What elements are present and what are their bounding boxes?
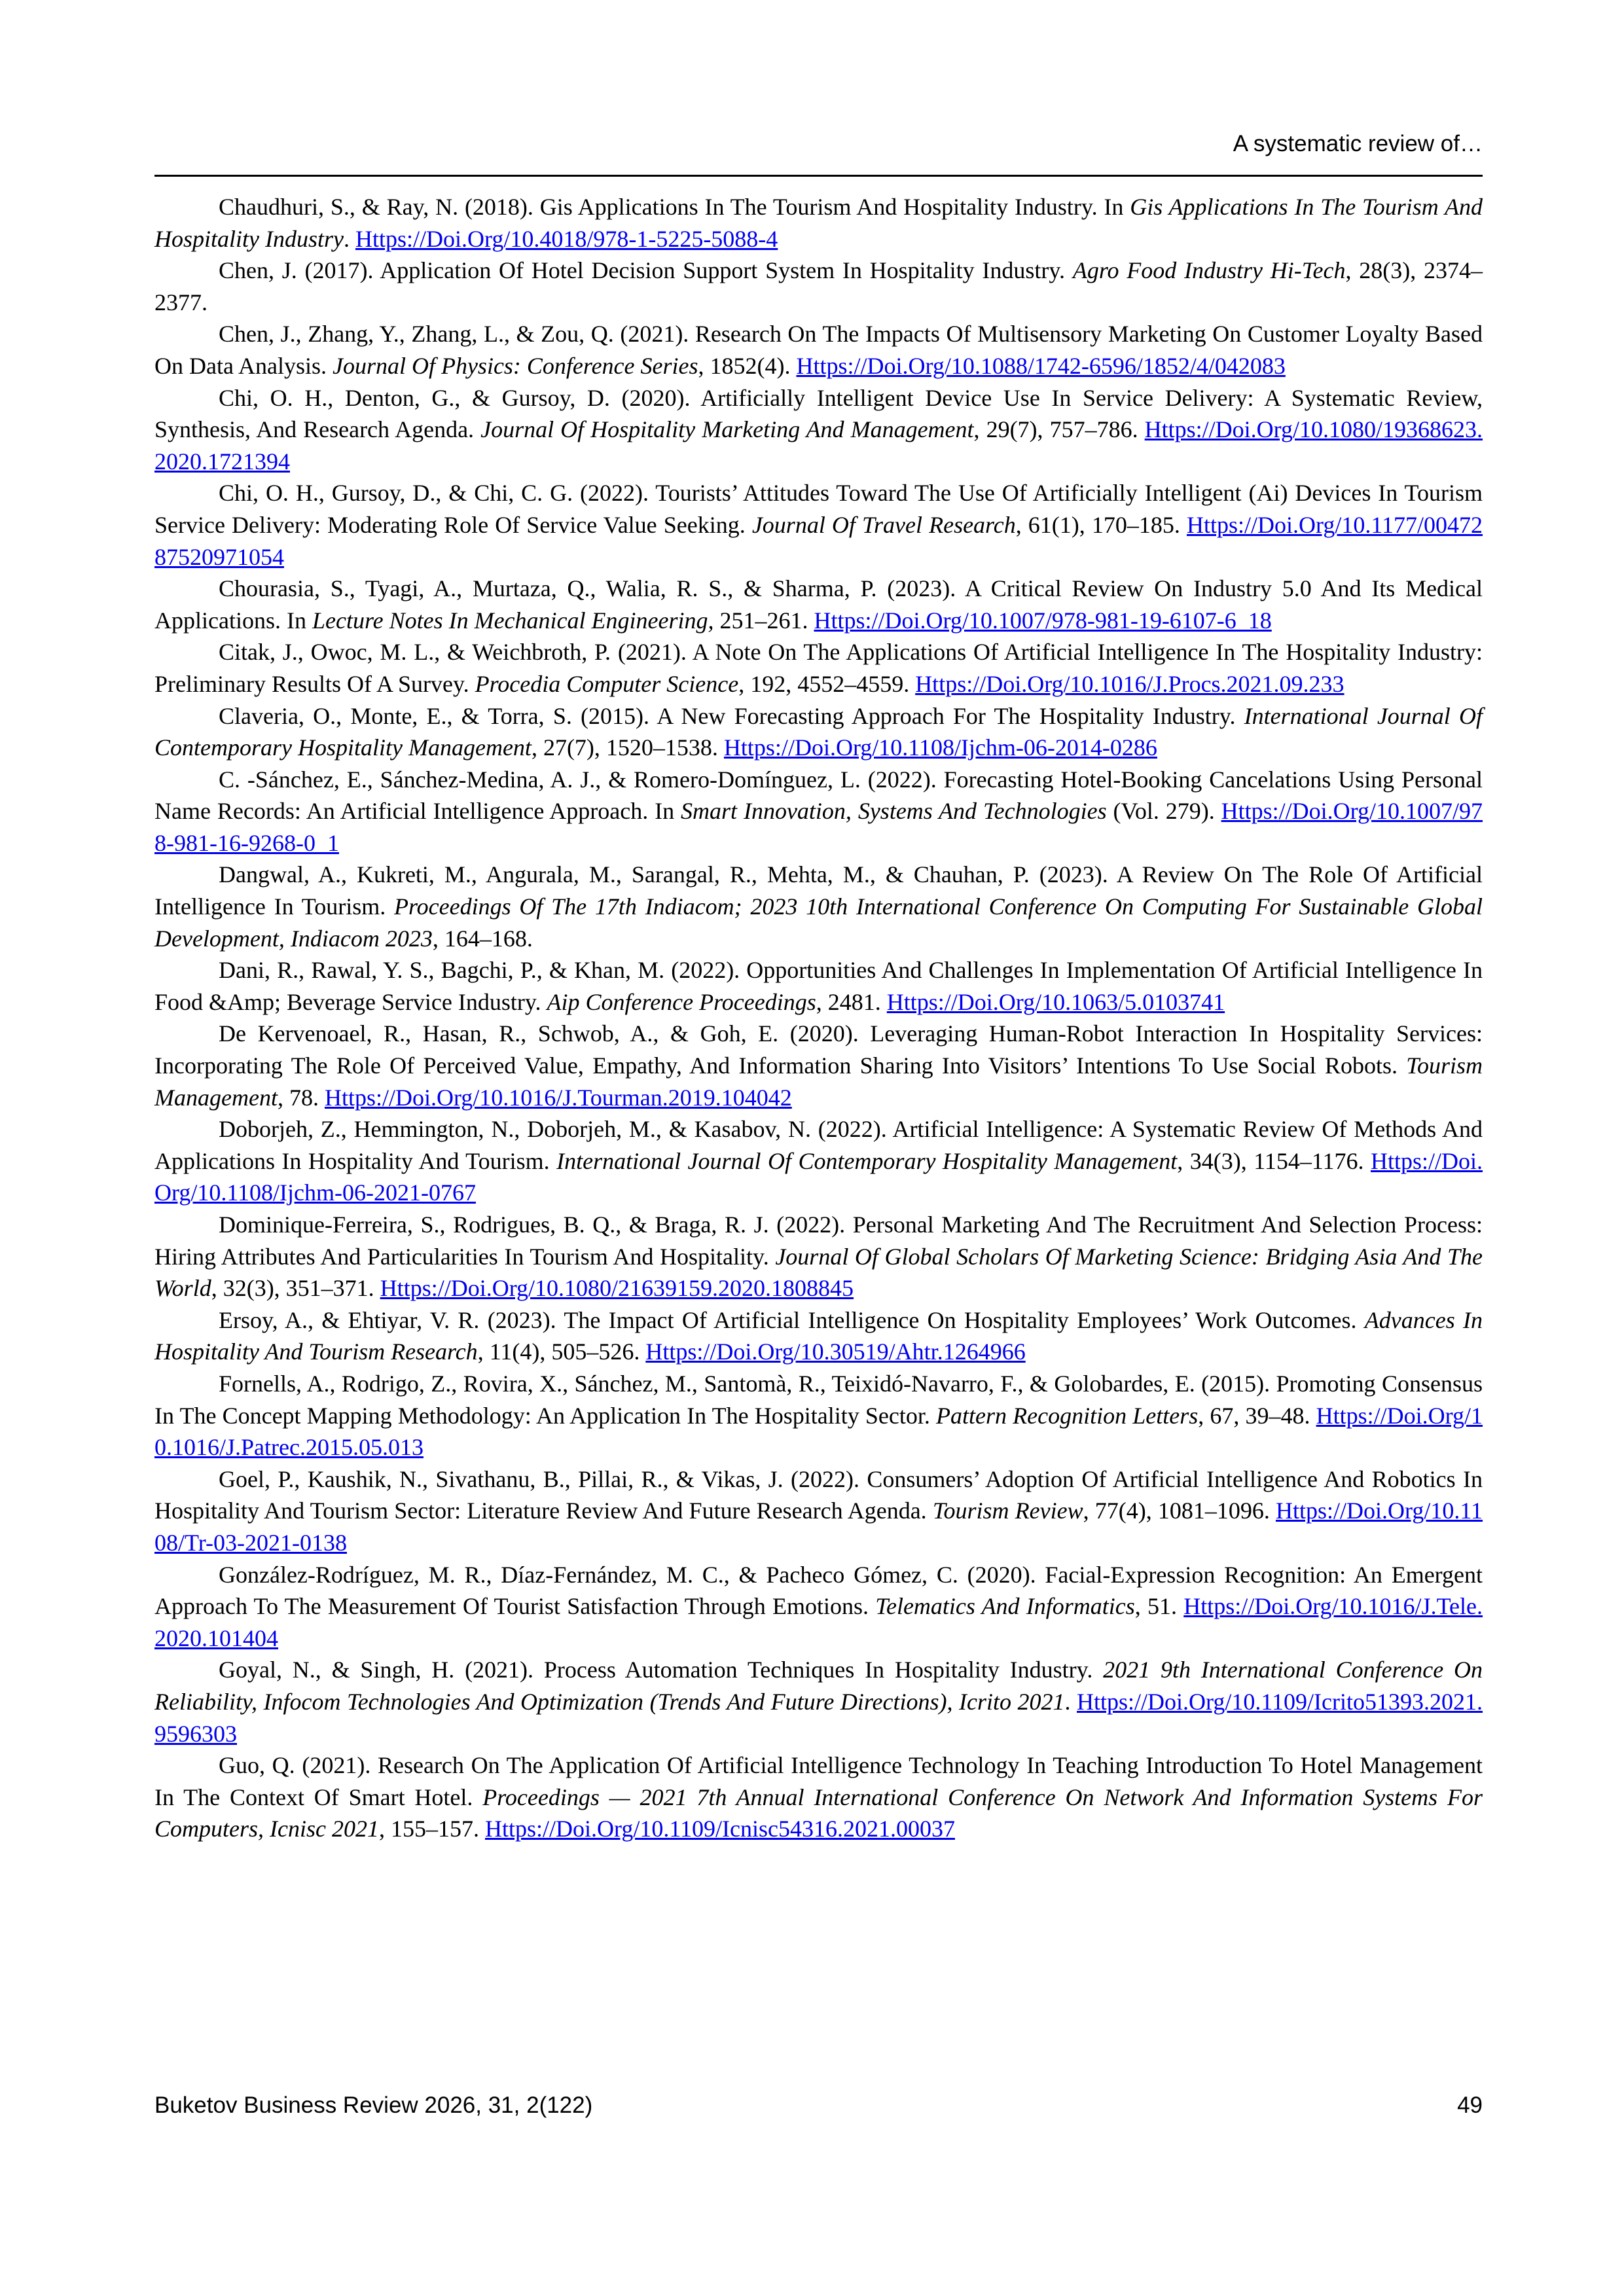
reference-text: Guo, Q. (2021). Research On The Application Of Artificial Intelligence Technology In Teaching Introduction To Hotel Management In The Context Of Smart Hotel. [154,1752,1483,1810]
reference-doi-link[interactable]: Https://Doi.Org/10.1007/978-981-19-6107-6_18 [814,607,1272,634]
reference-item [154,1463,1483,1559]
reference-details: , 155–157. [378,1816,485,1842]
reference-item [154,1749,1483,1845]
reference-doi-link[interactable]: Https://Doi.Org/10.30519/Ahtr.1264966 [645,1338,1026,1365]
reference-source: Tourism Review [932,1498,1083,1524]
running-head: A systematic review of… [1233,131,1483,156]
reference-item [154,573,1483,636]
reference-text: Citak, J., Owoc, M. L., & Weichbroth, P. (2021). A Note On The Applications Of Artificial Intelligence In The Hospitality Industry: Preliminary Results Of A Survey. [154,639,1483,697]
reference-details: , 77(4), 1081–1096. [1083,1498,1276,1524]
reference-source: Tourism Management [154,1052,1483,1111]
reference-source: Proceedings — 2021 7th Annual International Conference On Network And Information Systems For Computers, Icnisc 2021 [154,1784,1483,1842]
reference-text: Goel, P., Kaushik, N., Sivathanu, B., Pillai, R., & Vikas, J. (2022). Consumers’ Adoption Of Artificial Intelligence And Robotics In Hospitality And Tourism Sector: Literature Review And Future Research Agenda. [154,1465,1483,1524]
reference-details: , 1852(4). [698,352,797,379]
reference-doi-link[interactable]: Https://Doi.Org/10.1177/0047287520971054 [154,511,1483,570]
reference-text: Goyal, N., & Singh, H. (2021). Process Automation Techniques In Hospitality Industry. [219,1657,1104,1683]
reference-source: Advances In Hospitality And Tourism Research [154,1306,1483,1365]
reference-item [154,1654,1483,1749]
reference-item [154,859,1483,954]
reference-source: Aip Conference Proceedings [547,988,816,1015]
reference-text: De Kervenoael, R., Hasan, R., Schwob, A., & Goh, E. (2020). Leveraging Human-Robot Interaction In Hospitality Services: Incorporating The Role Of Perceived Value, Empathy, And Information Sharing Into Visitors’ Intentions To Use Social Robots. [154,1020,1483,1079]
reference-details: (Vol. 279). [1106,798,1221,825]
reference-source: Agro Food Industry Hi-Tech [1072,257,1346,284]
reference-source: 2021 9th International Conference On Reliability, Infocom Technologies And Optimization (Trends And Future Directions), Icrito 2021 [154,1657,1483,1715]
reference-item [154,700,1483,764]
reference-item [154,255,1483,318]
reference-text: Chi, O. H., Gursoy, D., & Chi, C. G. (2022). Tourists’ Attitudes Toward The Use Of Artificially Intelligent (Ai) Devices In Tourism Service Delivery: Moderating Role Of Service Value Seeking. [154,480,1483,538]
reference-text: Dominique-Ferreira, S., Rodrigues, B. Q., & Braga, R. J. (2022). Personal Marketing And The Recruitment And Selection Process: Hiring Attributes And Particularities In Tourism And Hospitality. [154,1211,1483,1270]
reference-source: Pattern Recognition Letters [936,1402,1199,1429]
reference-doi-link[interactable]: Https://Doi.Org/10.1007/978-981-16-9268-0_1 [154,798,1483,856]
reference-item [154,1113,1483,1209]
reference-details: , 2481. [816,988,887,1015]
reference-doi-link[interactable]: Https://Doi.Org/10.1016/J.Tele.2020.101404 [154,1593,1483,1651]
reference-source: Telematics And Informatics [875,1593,1135,1620]
reference-doi-link[interactable]: Https://Doi.Org/10.1109/Icrito51393.2021.9596303 [154,1688,1483,1747]
reference-item [154,318,1483,382]
reference-source: Lecture Notes In Mechanical Engineering, [312,607,714,634]
reference-item [154,477,1483,573]
reference-details: , 34(3), 1154–1176. [1177,1147,1371,1174]
reference-doi-link[interactable]: Https://Doi.Org/10.1108/Ijchm-06-2014-0286 [723,734,1157,761]
reference-doi-link[interactable]: Https://Doi.Org/10.1016/J.Patrec.2015.05.013 [154,1402,1483,1461]
reference-item [154,1018,1483,1113]
reference-source: Smart Innovation, Systems And Technologies [681,798,1107,825]
reference-source: Proceedings Of The 17th Indiacom; 2023 10th International Conference On Computing For Sustainable Global Development, Indiacom 2023 [154,893,1483,952]
reference-details: , 67, 39–48. [1198,1402,1316,1429]
reference-details: , 61(1), 170–185. [1015,511,1187,538]
reference-item [154,1209,1483,1304]
reference-details: . [1064,1688,1077,1715]
reference-list [154,191,1483,1845]
reference-text: Dani, R., Rawal, Y. S., Bagchi, P., & Khan, M. (2022). Opportunities And Challenges In Implementation Of Artificial Intelligence In Food &Amp; Beverage Service Industry. [154,957,1483,1015]
reference-text: C. -Sánchez, E., Sánchez-Medina, A. J., & Romero-Domínguez, L. (2022). Forecasting Hotel-Booking Cancelations Using Personal Name Records: An Artificial Intelligence Approach. In [154,766,1483,825]
reference-doi-link[interactable]: Https://Doi.Org/10.1109/Icnisc54316.2021.00037 [484,1816,955,1842]
reference-details: , 32(3), 351–371. [211,1275,380,1302]
reference-text: Fornells, A., Rodrigo, Z., Rovira, X., Sánchez, M., Santomà, R., Teixidó-Navarro, F., & Golobardes, E. (2015). Promoting Consensus In The Concept Mapping Methodology: An Application In The Hospitality Sector. [154,1370,1483,1429]
reference-source: International Journal Of Contemporary Hospitality Management [154,702,1483,761]
reference-details: , 11(4), 505–526. [477,1338,646,1365]
reference-details: . [343,225,355,252]
reference-source: Gis Applications In The Tourism And Hospitality Industry [154,194,1483,252]
reference-doi-link[interactable]: Https://Doi.Org/10.1063/5.0103741 [886,988,1225,1015]
reference-text: Chen, J., Zhang, Y., Zhang, L., & Zou, Q. (2021). Research On The Impacts Of Multisensory Marketing On Customer Loyalty Based On Data Analysis. [154,321,1483,379]
reference-text: Chen, J. (2017). Application Of Hotel Decision Support System In Hospitality Industry. [219,257,1073,284]
reference-details: , 78. [277,1084,325,1111]
reference-item [154,191,1483,255]
reference-source: Journal Of Physics: Conference Series [332,352,698,379]
footer-journal: Buketov Business Review 2026, 31, 2(122) [154,2092,593,2118]
reference-doi-link[interactable]: Https://Doi.Org/10.1080/21639159.2020.1808845 [380,1275,854,1302]
reference-item [154,954,1483,1018]
reference-source: Journal Of Hospitality Marketing And Management [480,416,974,443]
reference-doi-link[interactable]: Https://Doi.Org/10.1080/19368623.2020.1721394 [154,416,1483,475]
reference-item [154,1559,1483,1655]
reference-source: Journal Of Global Scholars Of Marketing Science: Bridging Asia And The World [154,1243,1483,1302]
reference-source: Journal Of Travel Research [751,511,1016,538]
reference-details: , 27(7), 1520–1538. [531,734,724,761]
reference-source: International Journal Of Contemporary Hospitality Management [556,1147,1178,1174]
reference-text: González-Rodríguez, M. R., Díaz-Fernández, M. C., & Pacheco Gómez, C. (2020). Facial-Expression Recognition: An Emergent Approach To The Measurement Of Tourist Satisfaction Through Emotions. [154,1561,1483,1620]
reference-text: Chourasia, S., Tyagi, A., Murtaza, Q., Walia, R. S., & Sharma, P. (2023). A Critical Review On Industry 5.0 And Its Medical Applications. In [154,575,1483,634]
reference-item [154,1368,1483,1463]
footer-page-number: 49 [1457,2092,1483,2118]
reference-details: , 29(7), 757–786. [973,416,1145,443]
reference-item [154,764,1483,859]
reference-text: Ersoy, A., & Ehtiyar, V. R. (2023). The Impact Of Artificial Intelligence On Hospitality Employees’ Work Outcomes. [219,1306,1365,1333]
reference-item [154,382,1483,478]
reference-text: Doborjeh, Z., Hemmington, N., Doborjeh, M., & Kasabov, N. (2022). Artificial Intelligence: A Systematic Review Of Methods And Applications In Hospitality And Tourism. [154,1116,1483,1174]
reference-doi-link[interactable]: Https://Doi.Org/10.1108/Ijchm-06-2021-0767 [154,1147,1483,1206]
reference-text: Chaudhuri, S., & Ray, N. (2018). Gis Applications In The Tourism And Hospitality Industry. In [219,194,1130,220]
reference-text: Claveria, O., Monte, E., & Torra, S. (2015). A New Forecasting Approach For The Hospitality Industry. [219,702,1244,729]
reference-source: Procedia Computer Science [475,670,739,697]
reference-details: , 28(3), 2374–2377. [154,257,1483,315]
reference-doi-link[interactable]: Https://Doi.Org/10.1016/J.Procs.2021.09.233 [915,670,1344,697]
reference-doi-link[interactable]: Https://Doi.Org/10.4018/978-1-5225-5088-4 [355,225,778,252]
reference-item [154,1304,1483,1368]
header-rule [154,175,1483,177]
reference-details: , 51. [1134,1593,1184,1620]
reference-details: 251–261. [713,607,814,634]
reference-details: , 164–168. [432,925,533,952]
reference-doi-link[interactable]: Https://Doi.Org/10.1108/Tr-03-2021-0138 [154,1498,1483,1556]
reference-text: Chi, O. H., Denton, G., & Gursoy, D. (2020). Artificially Intelligent Device Use In Service Delivery: A Systematic Review, Synthesis, And Research Agenda. [154,384,1483,443]
reference-text: Dangwal, A., Kukreti, M., Angurala, M., Sarangal, R., Mehta, M., & Chauhan, P. (2023). A Review On The Role Of Artificial Intelligence In Tourism. [154,861,1483,920]
reference-item [154,636,1483,700]
reference-doi-link[interactable]: Https://Doi.Org/10.1016/J.Tourman.2019.104042 [324,1084,792,1111]
reference-details: , 192, 4552–4559. [738,670,916,697]
reference-doi-link[interactable]: Https://Doi.Org/10.1088/1742-6596/1852/4/042083 [796,352,1286,379]
